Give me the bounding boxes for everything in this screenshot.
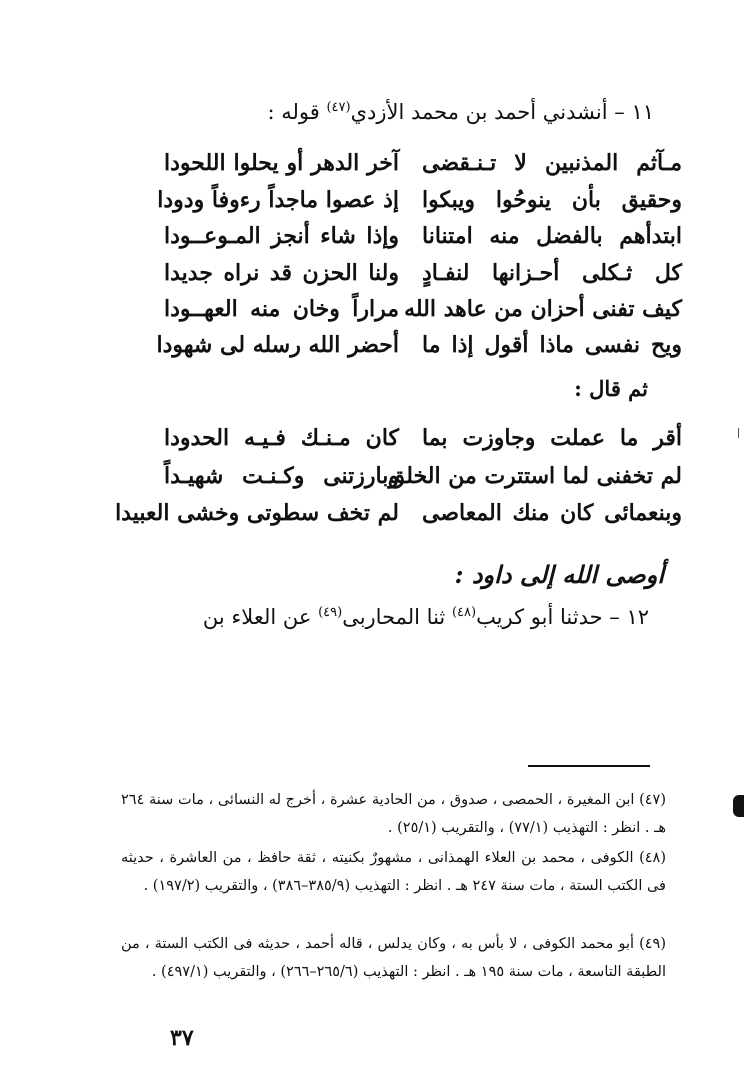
scan-edge-mark xyxy=(733,795,744,817)
then-he-said: ثم قال : xyxy=(574,376,648,401)
narration-11-text: ١١ – أنشدني أحمد بن محمد الأزدي xyxy=(350,100,654,124)
narration-11 xyxy=(267,100,654,124)
footnote-ref-47[interactable]: (٤٧) xyxy=(326,100,351,115)
page-number: ٣٧ xyxy=(170,1025,194,1051)
poem1-line5-second-hemistich: مراراً وخان منه العهــودا xyxy=(164,296,399,322)
narration-12 xyxy=(203,605,649,629)
poem2-line2-first-hemistich: لم تخفنى لما استترت من الخلق xyxy=(387,463,682,489)
narration-11-suffix: قوله : xyxy=(267,100,327,124)
poem1-line6-first-hemistich: ويح نفسى ماذا أقول إذا ما xyxy=(422,332,682,358)
footnote-48: (٤٨) الكوفى ، محمد بن العلاء الهمذانى ، مشهورٌ بكنيته ، ثقة حافظ ، من العاشرة ، حديثه فى الكتب الستة ، مات سنة ٢٤٧ هـ . انظر : التهذيب (٣٨٥/٩–٣٨٦) ، والتقريب (١٩٧/٢) . xyxy=(121,850,666,894)
poem2-line2-second-hemistich: وبارزتنى وكـنـت شهيـداً xyxy=(164,463,399,489)
footnote-separator xyxy=(528,765,650,767)
narration-12-suffix: عن العلاء بن xyxy=(202,605,319,629)
poem1-line2-first-hemistich: وحقيق بأن ينوحُوا ويبكوا xyxy=(422,187,682,213)
narration-12-middle: ثنا المحاربى xyxy=(342,605,452,629)
footnote-ref-49[interactable]: (٤٩) xyxy=(318,605,343,620)
poem2-line3-second-hemistich: لم تخف سطوتى وخشى العبيدا xyxy=(115,500,399,526)
poem1-line2-second-hemistich: إذ عصوا ماجداً رءوفاً ودودا xyxy=(157,187,399,213)
footnote-ref-48[interactable]: (٤٨) xyxy=(451,605,477,620)
poem1-line4-first-hemistich: كل ثـكلى أحـزانها لنفـادٍ xyxy=(422,260,682,286)
section-heading: أوصى الله إلى داود : xyxy=(454,560,664,589)
poem2-line3-first-hemistich: وبنعمائى كان منك المعاصى xyxy=(422,500,682,526)
poem1-line3-first-hemistich: ابتدأهم بالفضل منه امتنانا xyxy=(422,223,682,249)
poem2-line1-first-hemistich: أقر ما عملت وجاوزت بما xyxy=(422,425,682,451)
poem1-line1-second-hemistich: آخر الدهر أو يحلوا اللحودا xyxy=(164,150,399,176)
poem1-line3-second-hemistich: وإذا شاء أنجز المـوعــودا xyxy=(164,223,399,249)
scan-margin-tick xyxy=(738,428,739,438)
footnote-49: (٤٩) أبو محمد الكوفى ، لا بأس به ، وكان يدلس ، قاله أحمد ، حديثه فى الكتب الستة ، من الطبقة التاسعة ، مات سنة ١٩٥ هـ . انظر : التهذيب (٢٦٥/٦–٢٦٦) ، والتقريب (٤٩٧/١) . xyxy=(121,936,666,980)
poem2-line1-second-hemistich: كان مـنـك فـيـه الحدودا xyxy=(164,425,399,451)
poem1-line4-second-hemistich: ولنا الحزن قد نراه جديدا xyxy=(164,260,399,286)
poem1-line6-second-hemistich: أحضر الله رسله لى شهودا xyxy=(156,332,399,358)
poem1-line5-first-hemistich: كيف تفنى أحزان من عاهد الله xyxy=(404,296,682,322)
poem1-line1-first-hemistich: مـآثم المذنبين لا تـنـقضى xyxy=(422,150,682,176)
narration-12-text: ١٢ – حدثنا أبو كريب xyxy=(476,605,649,629)
footnote-47: (٤٧) ابن المغيرة ، الحمصى ، صدوق ، من الحادية عشرة ، أخرج له النسائى ، مات سنة ٢٦٤ هـ . انظر : التهذيب (٧٧/١) ، والتقريب (٢٥/١) . xyxy=(121,792,666,836)
